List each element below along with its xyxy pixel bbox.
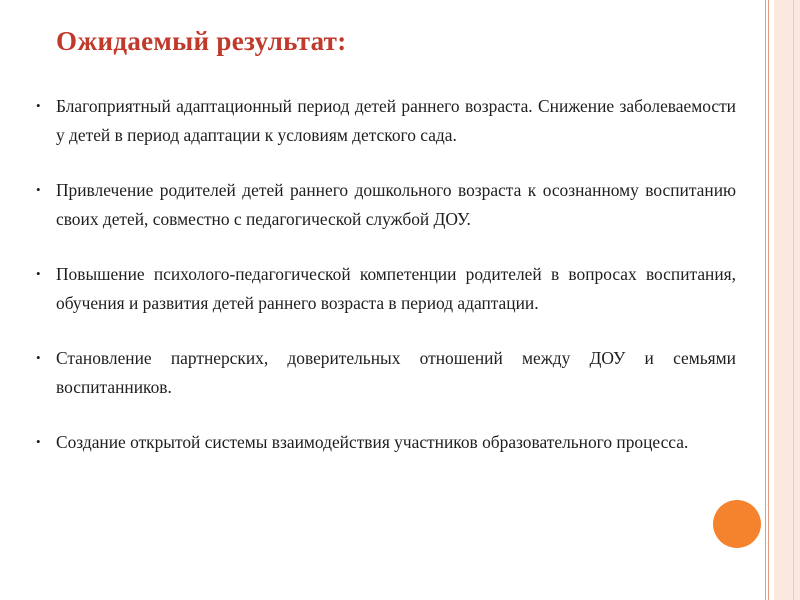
list-item-text: Становление партнерских, доверительных отношений между ДОУ и семьями воспитанников. — [56, 348, 736, 397]
bullet-icon: • — [36, 434, 41, 449]
list-item — [36, 260, 736, 317]
right-decorative-band — [774, 0, 800, 600]
list-item — [36, 344, 736, 401]
bullet-icon: • — [36, 266, 41, 281]
list-item — [36, 428, 736, 457]
bullet-icon: • — [36, 98, 41, 113]
list-item-text: Благоприятный адаптационный период детей раннего возраста. Снижение заболеваемости у детей в период адаптации к условиям детского сада. — [56, 96, 736, 145]
list-item — [36, 92, 736, 149]
decorative-rule — [765, 0, 766, 600]
bullet-icon: • — [36, 182, 41, 197]
slide-title: Ожидаемый результат: — [56, 26, 347, 56]
decorative-rule — [768, 0, 769, 600]
decorative-rule — [793, 0, 794, 600]
bullet-icon: • — [36, 350, 41, 365]
list-item-text: Повышение психолого-педагогической компетенции родителей в вопросах воспитания, обучения и развития детей раннего возраста в период адаптации. — [56, 264, 736, 313]
list-item-text: Создание открытой системы взаимодействия участников образовательного процесса. — [56, 432, 689, 452]
result-list — [36, 92, 736, 457]
list-item — [36, 176, 736, 233]
list-item-text: Привлечение родителей детей раннего дошкольного возраста к осознанному воспитанию своих детей, совместно с педагогической службой ДОУ. — [56, 180, 736, 229]
orange-circle-decoration — [713, 500, 761, 548]
